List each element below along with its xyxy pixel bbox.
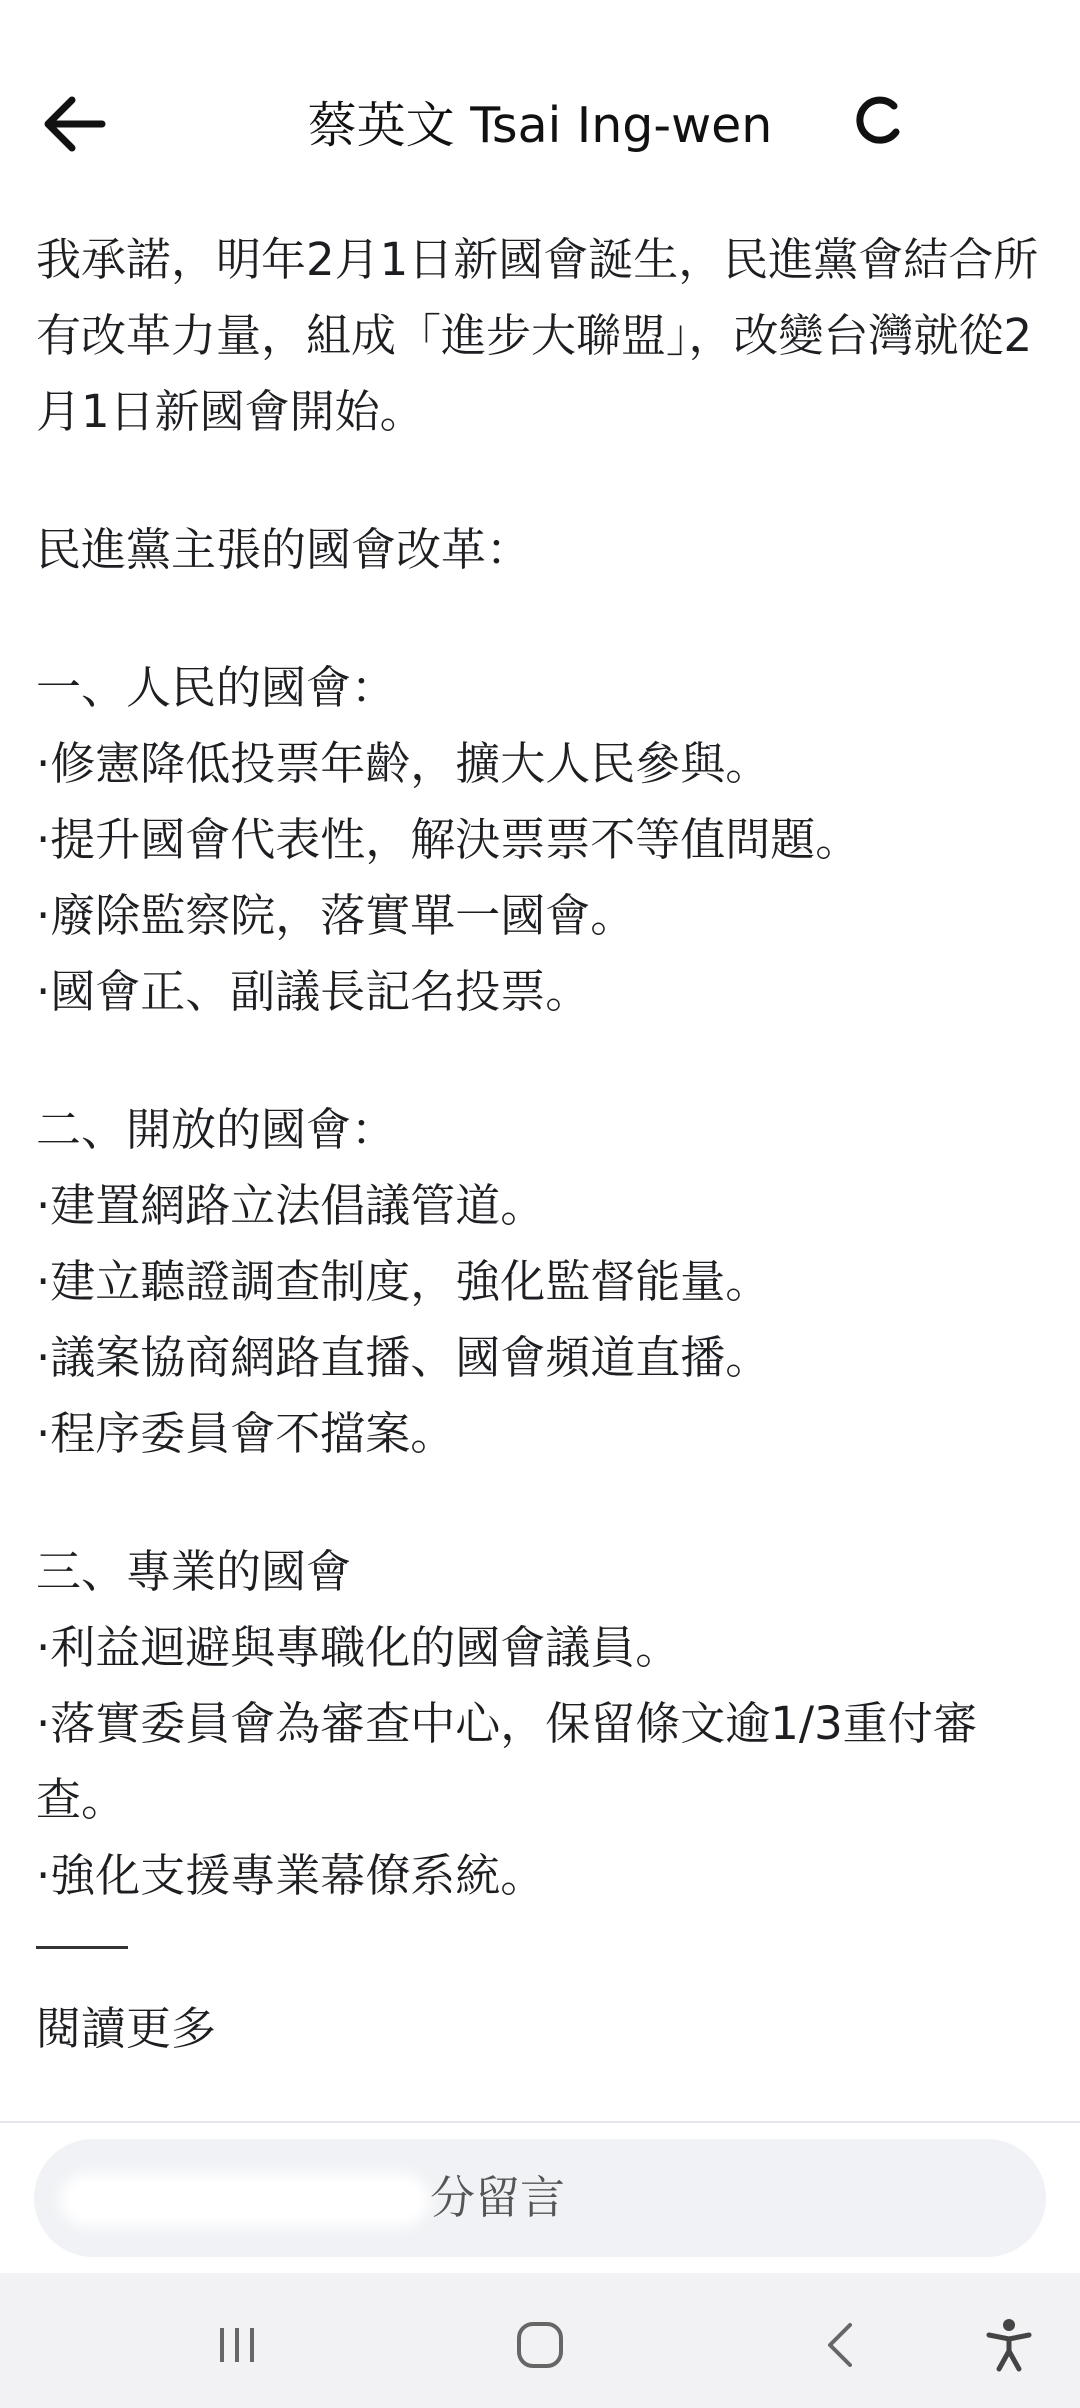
post-content — [36, 222, 1056, 2067]
comment-input[interactable] — [34, 2139, 1046, 2257]
read-more-link[interactable]: 閱讀更多 — [36, 2002, 217, 2055]
list-item: ·提升國會代表性，解決票票不等值問題。 — [36, 813, 861, 866]
comment-bar — [0, 2123, 1080, 2273]
list-item: ·修憲降低投票年齡，擴大人民參與。 — [36, 737, 771, 790]
section-heading: 二、開放的國會： — [36, 1103, 397, 1156]
system-nav-bar — [0, 2273, 1080, 2408]
refresh-icon — [848, 92, 908, 152]
section-heading: 三、專業的國會 — [36, 1545, 352, 1598]
accessibility-button[interactable] — [964, 2305, 1054, 2385]
list-item: ·國會正、副議長記名投票。 — [36, 965, 591, 1018]
comment-placeholder: 分留言 — [430, 2171, 566, 2224]
recent-apps-button[interactable] — [192, 2305, 282, 2385]
list-item: ·廢除監察院，落實單一國會。 — [36, 889, 636, 942]
section-2 — [36, 1092, 1056, 1472]
list-item: ·建立聽證調查制度，強化監督能量。 — [36, 1255, 771, 1308]
redacted-text — [60, 2173, 430, 2227]
post-intro: 我承諾，明年2月1日新國會誕生，民進黨會結合所有改革力量，組成「進步大聯盟」，改變台灣就從2月1日新國會開始。 — [36, 233, 1039, 438]
recent-apps-icon — [212, 2320, 262, 2370]
list-item: ·利益迴避與專職化的國會議員。 — [36, 1621, 681, 1674]
refresh-button[interactable] — [848, 92, 912, 156]
list-item: ·建置網路立法倡議管道。 — [36, 1179, 546, 1232]
back-nav-button[interactable] — [795, 2305, 885, 2385]
list-item: ·議案協商網路直播、國會頻道直播。 — [36, 1331, 771, 1384]
list-item: ·程序委員會不擋案。 — [36, 1407, 456, 1460]
accessibility-icon — [983, 2317, 1035, 2373]
list-item: ·強化支援專業幕僚系統。 — [36, 1849, 546, 1902]
list-item: ·落實委員會為審查中心，保留條文逾1/3重付審查。 — [36, 1697, 978, 1826]
home-icon — [514, 2319, 566, 2371]
back-icon — [820, 2319, 860, 2371]
home-button[interactable] — [495, 2305, 585, 2385]
post-lead: 民進黨主張的國會改革： — [36, 523, 532, 576]
divider-line — [36, 1946, 128, 1949]
section-heading: 一、人民的國會： — [36, 661, 397, 714]
section-1 — [36, 650, 1056, 1030]
page-title: 蔡英文 Tsai Ing-wen — [307, 97, 773, 154]
section-3 — [36, 1534, 1056, 1914]
app-header — [0, 0, 1080, 200]
